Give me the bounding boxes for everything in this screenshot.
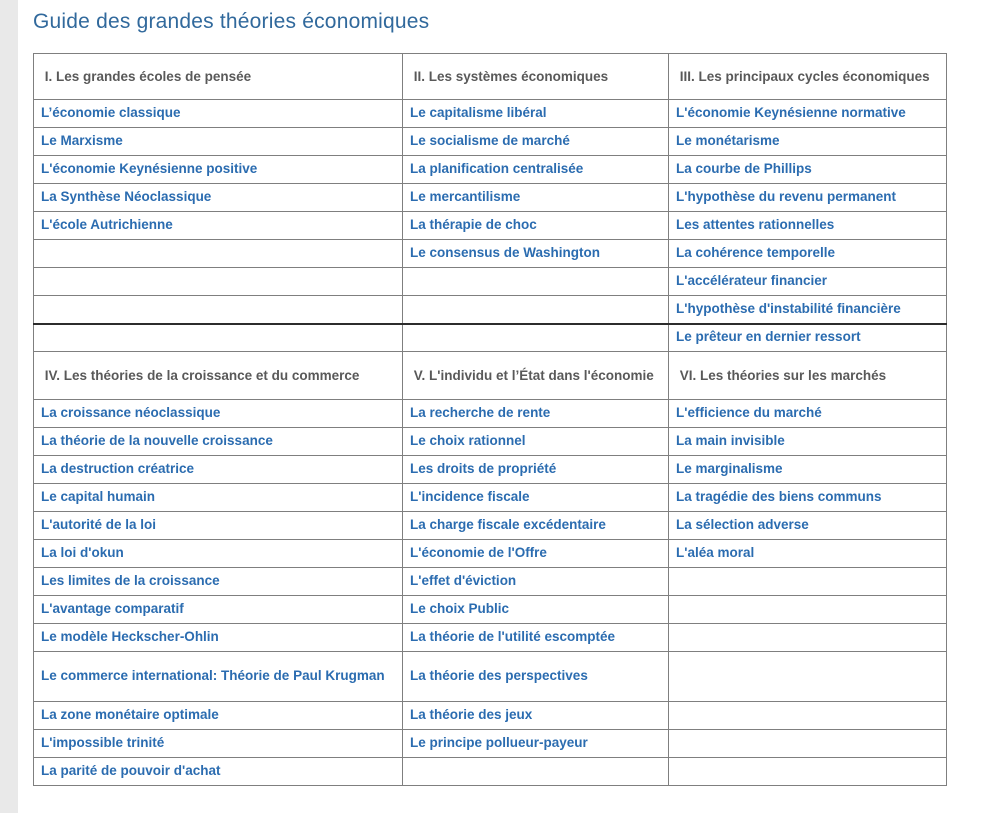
table-cell — [34, 428, 403, 456]
table-cell — [669, 400, 947, 428]
table-cell — [34, 512, 403, 540]
theory-link[interactable]: La théorie de l'utilité escomptée — [410, 629, 616, 645]
table-cell-empty — [403, 324, 669, 352]
theory-link[interactable]: La croissance néoclassique — [41, 405, 221, 421]
table-cell — [34, 456, 403, 484]
table-cell — [403, 128, 669, 156]
table-cell-empty — [669, 652, 947, 702]
table-cell — [403, 568, 669, 596]
theory-link[interactable]: L'économie Keynésienne normative — [676, 105, 906, 121]
table-row — [34, 240, 947, 268]
theory-link[interactable]: Le capital humain — [41, 489, 156, 505]
table-cell — [34, 128, 403, 156]
table-cell — [403, 428, 669, 456]
theory-link[interactable]: La Synthèse Néoclassique — [41, 189, 212, 205]
theory-link[interactable]: Le choix rationnel — [410, 433, 526, 449]
theory-link[interactable]: L'avantage comparatif — [41, 601, 184, 617]
table-row — [34, 540, 947, 568]
table-cell-empty — [669, 758, 947, 786]
table-row — [34, 624, 947, 652]
table-cell-empty — [669, 624, 947, 652]
table-cell — [34, 652, 403, 702]
theory-link[interactable]: Le mercantilisme — [410, 189, 521, 205]
theory-link[interactable]: La thérapie de choc — [410, 217, 537, 233]
table-cell — [669, 240, 947, 268]
theory-link[interactable]: La sélection adverse — [676, 517, 809, 533]
table-cell — [34, 758, 403, 786]
theory-link[interactable]: La cohérence temporelle — [676, 245, 836, 261]
theories-table — [33, 53, 947, 786]
table-row — [34, 456, 947, 484]
table-cell — [34, 100, 403, 128]
table-cell — [669, 456, 947, 484]
theory-link[interactable]: Le prêteur en dernier ressort — [676, 329, 861, 345]
theory-link[interactable]: L'autorité de la loi — [41, 517, 156, 533]
theory-link[interactable]: Le principe pollueur-payeur — [410, 735, 588, 751]
theory-link[interactable]: L'hypothèse d'instabilité financière — [676, 300, 901, 316]
table-cell — [403, 484, 669, 512]
theory-link[interactable]: Le choix Public — [410, 601, 510, 617]
table-cell-empty — [669, 568, 947, 596]
table-cell — [34, 730, 403, 758]
table-cell — [403, 652, 669, 702]
theory-link[interactable]: Le monétarisme — [676, 133, 780, 149]
table-cell — [403, 730, 669, 758]
table-row — [34, 730, 947, 758]
table-cell-empty — [34, 324, 403, 352]
table-cell — [403, 596, 669, 624]
theory-link[interactable]: L'incidence fiscale — [410, 489, 530, 505]
table-cell — [34, 596, 403, 624]
theory-link[interactable]: L'économie Keynésienne positive — [41, 161, 258, 177]
table-cell — [34, 624, 403, 652]
table-cell — [34, 702, 403, 730]
theory-link[interactable]: L'impossible trinité — [41, 735, 165, 751]
table-cell-empty — [669, 730, 947, 758]
table-cell — [34, 212, 403, 240]
table-cell — [669, 512, 947, 540]
table-row — [34, 596, 947, 624]
theory-link[interactable]: Le Marxisme — [41, 133, 123, 149]
table-cell — [403, 400, 669, 428]
table-cell — [669, 212, 947, 240]
section-header-iv: IV. Les théories de la croissance et du commerce — [34, 352, 403, 400]
table-cell — [403, 624, 669, 652]
table-cell — [403, 512, 669, 540]
theory-link[interactable]: L'économie de l'Offre — [410, 545, 547, 561]
section-header-i: I. Les grandes écoles de pensée — [34, 54, 403, 100]
theory-link[interactable]: Les limites de la croissance — [41, 573, 220, 589]
table-cell — [403, 184, 669, 212]
table-row — [34, 512, 947, 540]
table-row — [34, 428, 947, 456]
table-cell — [34, 156, 403, 184]
theory-link[interactable]: La tragédie des biens communs — [676, 489, 882, 505]
table-cell — [34, 568, 403, 596]
table-cell-empty — [403, 268, 669, 296]
table-cell — [669, 296, 947, 324]
table-cell — [403, 702, 669, 730]
theory-link[interactable]: L'hypothèse du revenu permanent — [676, 189, 897, 205]
table-cell — [34, 540, 403, 568]
theory-link[interactable]: La charge fiscale excédentaire — [410, 517, 606, 533]
theory-link[interactable]: La zone monétaire optimale — [41, 707, 219, 723]
table-cell-empty — [669, 596, 947, 624]
theory-link[interactable]: La théorie des perspectives — [410, 668, 588, 684]
table-cell — [403, 540, 669, 568]
theory-link[interactable]: La courbe de Phillips — [676, 161, 812, 177]
theory-link[interactable]: La planification centralisée — [410, 161, 584, 177]
table-row — [34, 156, 947, 184]
table-cell — [669, 156, 947, 184]
theory-link[interactable]: Les attentes rationnelles — [676, 217, 835, 233]
section-header-iii: III. Les principaux cycles économiques — [669, 54, 947, 100]
table-row — [34, 484, 947, 512]
theory-link[interactable]: Le consensus de Washington — [410, 245, 601, 261]
section-header-v: V. L'individu et l’État dans l'économie — [403, 352, 669, 400]
table-cell — [403, 156, 669, 184]
table-row — [34, 212, 947, 240]
section-headers-top — [34, 54, 947, 100]
theory-link[interactable]: L'accélérateur financier — [676, 273, 828, 289]
theory-link[interactable]: La main invisible — [676, 433, 785, 449]
table-cell — [669, 268, 947, 296]
table-row — [34, 128, 947, 156]
left-gutter — [0, 0, 18, 813]
table-cell — [669, 540, 947, 568]
theory-link[interactable]: Le commerce international: Théorie de Paul Krugman — [41, 668, 385, 684]
theory-link[interactable]: Le capitalisme libéral — [410, 105, 547, 121]
table-cell — [403, 240, 669, 268]
table-row — [34, 400, 947, 428]
table-cell — [34, 184, 403, 212]
table-row — [34, 758, 947, 786]
theory-link[interactable]: La recherche de rente — [410, 405, 551, 421]
table-cell-empty — [34, 240, 403, 268]
table-row — [34, 568, 947, 596]
table-row — [34, 296, 947, 324]
table-cell — [669, 184, 947, 212]
table-cell — [669, 428, 947, 456]
theory-link[interactable]: L'efficience du marché — [676, 405, 822, 421]
theory-link[interactable]: Le modèle Heckscher-Ohlin — [41, 629, 219, 645]
theory-link[interactable]: Le socialisme de marché — [410, 133, 570, 149]
table-cell — [669, 324, 947, 352]
theory-link[interactable]: L'effet d'éviction — [410, 573, 517, 589]
table-cell-empty — [669, 702, 947, 730]
table-row — [34, 702, 947, 730]
table-cell — [403, 100, 669, 128]
theory-link[interactable]: La parité de pouvoir d'achat — [41, 763, 221, 779]
table-cell-empty — [403, 758, 669, 786]
section-header-ii: II. Les systèmes économiques — [403, 54, 669, 100]
section-header-vi: VI. Les théories sur les marchés — [669, 352, 947, 400]
table-cell — [669, 128, 947, 156]
theory-link[interactable]: La théorie de la nouvelle croissance — [41, 433, 273, 449]
theory-link[interactable]: La destruction créatrice — [41, 461, 195, 477]
theory-link[interactable]: L'aléa moral — [676, 545, 755, 561]
table-row — [34, 184, 947, 212]
theory-link[interactable]: La loi d'okun — [41, 545, 124, 561]
table-cell — [669, 484, 947, 512]
table-row — [34, 100, 947, 128]
page-content — [33, 0, 946, 786]
section-headers-bottom — [34, 352, 947, 400]
table-cell-empty — [34, 296, 403, 324]
table-cell-empty — [34, 268, 403, 296]
table-cell-empty — [403, 296, 669, 324]
theory-link[interactable]: Les droits de propriété — [410, 461, 557, 477]
theory-link[interactable]: L’économie classique — [41, 105, 181, 121]
theory-link[interactable]: La théorie des jeux — [410, 707, 533, 723]
table-cell — [34, 484, 403, 512]
table-cell — [669, 100, 947, 128]
table-row-section-divider — [34, 324, 947, 352]
table-row — [34, 268, 947, 296]
theory-link[interactable]: L'école Autrichienne — [41, 217, 173, 233]
table-cell — [403, 456, 669, 484]
table-cell — [34, 400, 403, 428]
theory-link[interactable]: Le marginalisme — [676, 461, 783, 477]
page-title: Guide des grandes théories économiques — [33, 10, 430, 33]
table-cell — [403, 212, 669, 240]
table-row — [34, 652, 947, 702]
